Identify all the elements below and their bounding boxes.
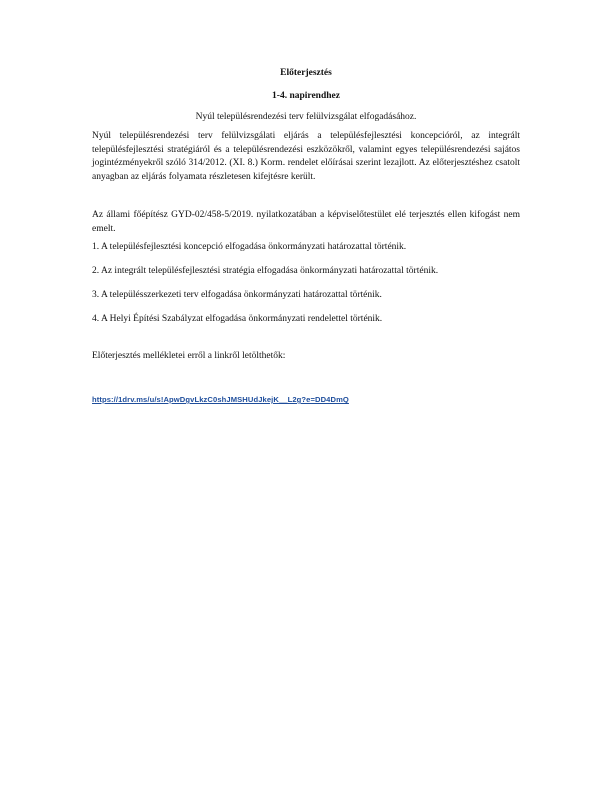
paragraph-procedure: Nyúl településrendezési terv felülvizsgálati eljárás a településfejlesztési koncepcióról, az integrált településfejlesztési stratégiáról és a településrendezési eszközökről, valamint egyes településrendezési sajátos jogintézményekről szóló 314/2012. (XI. 8.) Korm. rendelet előírásai szerint lezajlott. Az előterjesztéshez csatolt anyagban az eljárás folyamata részletesen kifejtésre került. (92, 131, 520, 182)
document-subject: Nyúl településrendezési terv felülvizsgálat elfogadásához. (195, 112, 417, 122)
list-item: 2. Az integrált településfejlesztési stratégia elfogadása önkormányzati határozattal történik. (92, 266, 439, 276)
attachments-link[interactable]: https://1drv.ms/u/s!ApwDgvLkzC0shJMSHUdJkejK__L2g?e=DD4DmQ (92, 395, 349, 404)
list-item: 4. A Helyi Építési Szabályzat elfogadása önkormányzati rendelettel történik. (92, 314, 383, 324)
document-heading: Előterjesztés (280, 68, 332, 78)
attachments-note: Előterjesztés mellékletei erről a linkről letölthetők: (92, 351, 286, 361)
list-item: 1. A településfejlesztési koncepció elfogadása önkormányzati határozattal történik. (92, 242, 407, 252)
agenda-item: 1-4. napirendhez (272, 91, 340, 101)
paragraph-chief-architect: Az állami főépítész GYD-02/458-5/2019. nyilatkozatában a képviselőtestület elé terjesztés ellen kifogást nem emelt. (92, 210, 520, 234)
list-item: 3. A településszerkezeti terv elfogadása önkormányzati határozattal történik. (92, 290, 382, 300)
